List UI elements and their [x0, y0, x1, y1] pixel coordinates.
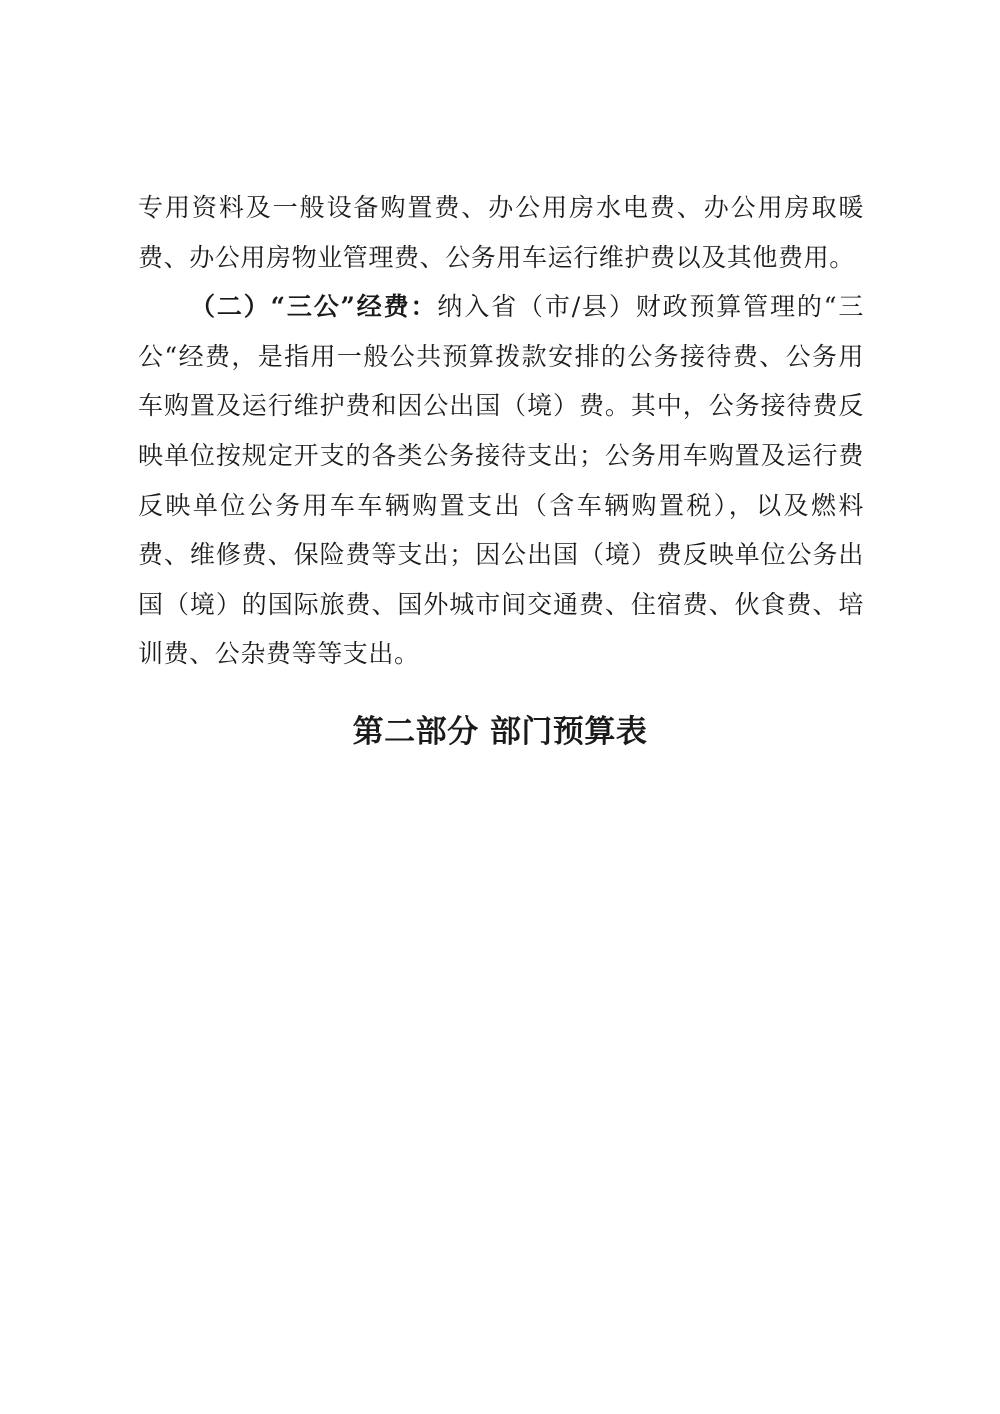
paragraph-expense-list [138, 183, 864, 282]
paragraph-three-public-expenses [138, 282, 864, 679]
section-title: 第二部分 部门预算表 [352, 714, 648, 750]
three-public-expenses-heading: （二）“三公”经费： [190, 292, 438, 322]
body-text [138, 183, 864, 679]
paragraph-expense-list-text: 专用资料及一般设备购置费、办公用房水电费、办公用房取暖费、办公用房物业管理费、公务用车运行维护费以及其他费用。 [138, 193, 864, 272]
three-public-expenses-body: 纳入省（市/县）财政预算管理的“三公“经费，是指用一般公共预算拨款安排的公务接待费、公务用车购置及运行维护费和因公出国（境）费。其中，公务接待费反映单位按规定开支的各类公务接待支出；公务用车购置及运行费反映单位公务用车车辆购置支出（含车辆购置税），以及燃料费、维修费、保险费等支出；因公出国（境）费反映单位公务出国（境）的国际旅费、国外城市间交通费、住宿费、伙食费、培训费、公杂费等等支出。 [138, 292, 864, 669]
